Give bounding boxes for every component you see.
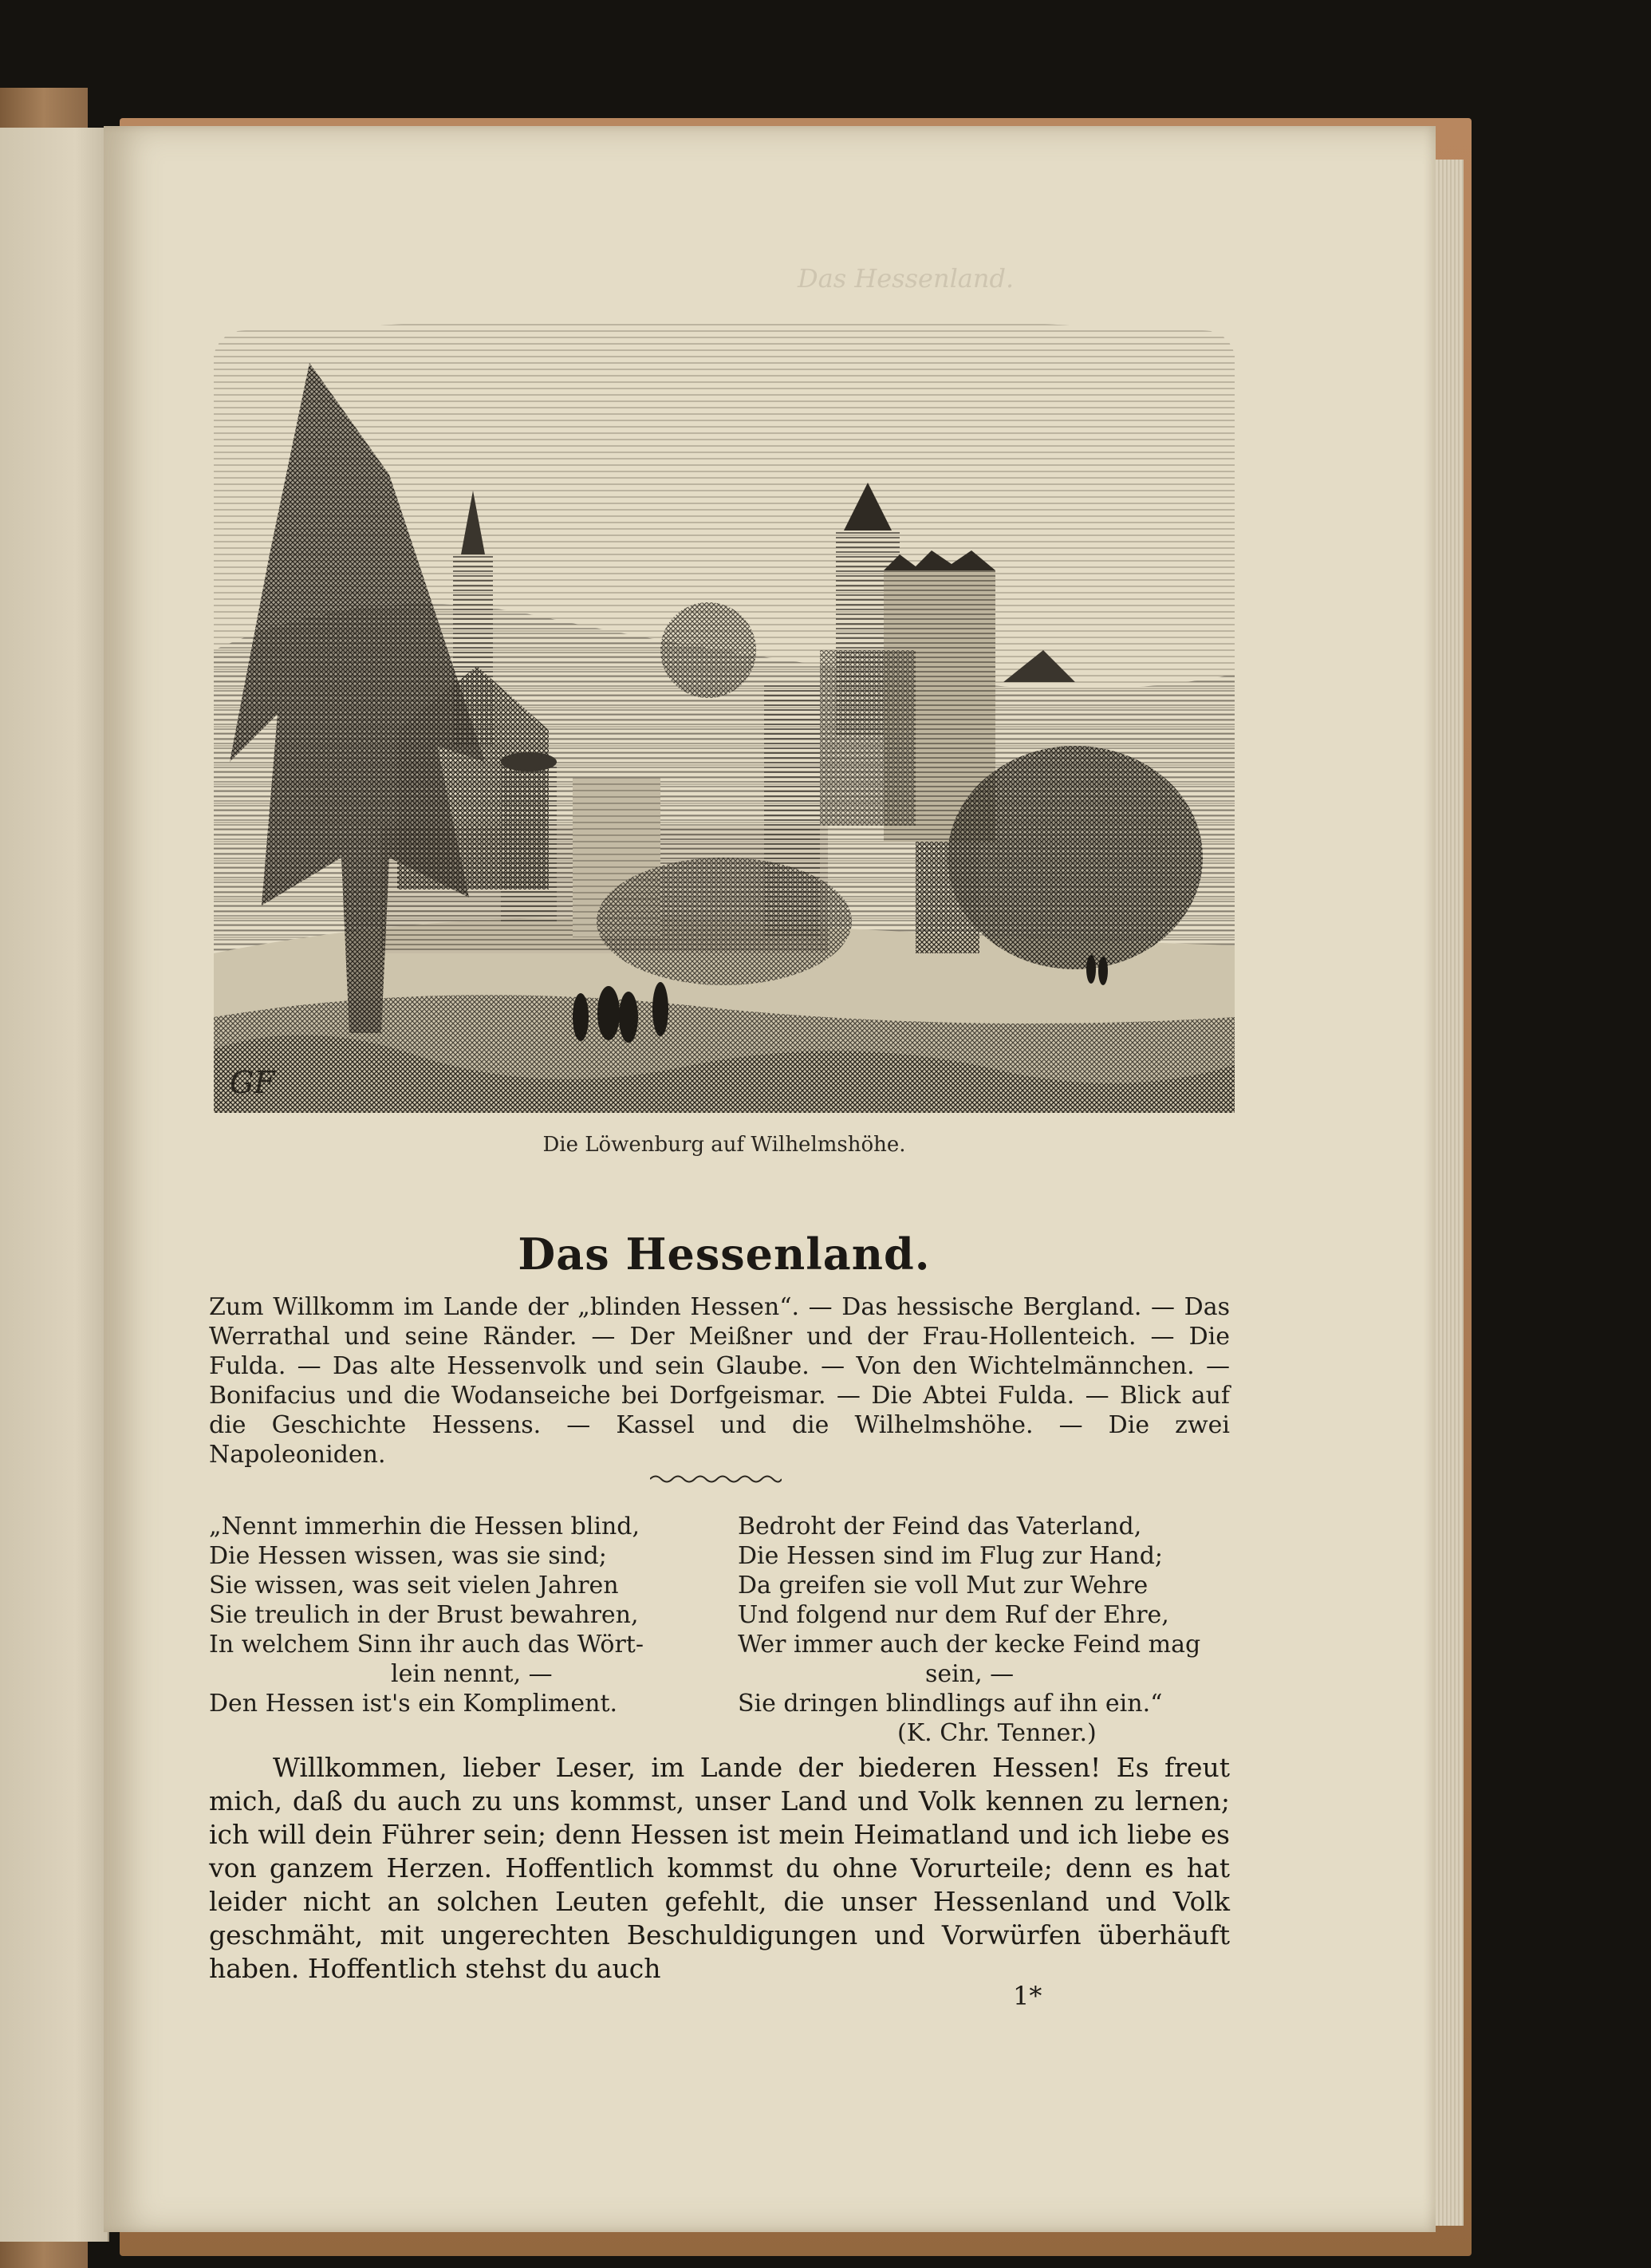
engraver-monogram: GF xyxy=(230,1065,275,1100)
left-page-edge xyxy=(0,128,109,2242)
poem-line: Und folgend nur dem Ruf der Ehre, xyxy=(738,1601,1169,1629)
castle-engraving-icon xyxy=(214,315,1235,1129)
running-head-bleedthrough: Das Hessenland. xyxy=(798,263,1015,294)
poem-attribution: (K. Chr. Tenner.) xyxy=(897,1719,1097,1747)
poem-line: Die Hessen wissen, was sie sind; xyxy=(209,1542,607,1570)
poem-right-stanza xyxy=(738,1512,1228,1748)
poem-line: lein nennt, — xyxy=(391,1660,553,1688)
chapter-title: Das Hessenland. xyxy=(518,1229,931,1280)
poem-line: sein, — xyxy=(925,1660,1015,1688)
poem-left-stanza xyxy=(209,1512,695,1718)
page-stack-edges xyxy=(1432,160,1464,2226)
chapter-summary: Zum Willkomm im Lande der „blinden Hessen“. — Das hessische Bergland. — Das Werrathal und seine Ränder. — Der Meißner und der Frau-Hollenteich. — Die Fulda. — Das alte Hessenvolk und sein Glaube. — Von den Wichtelmännchen. — Bonifacius und die Wodanseiche bei Dorfgeismar. — Die Abtei Fulda. — Blick auf die Geschichte Hessens. — Kassel und die Wilhelmshöhe. — Die zwei Napoleoniden. xyxy=(209,1293,1230,1469)
poem-line: Den Hessen ist's ein Kompliment. xyxy=(209,1690,618,1718)
poem-line: Wer immer auch der kecke Feind mag xyxy=(738,1631,1201,1659)
poem-line: Sie dringen blindlings auf ihn ein.“ xyxy=(738,1690,1163,1718)
page-number: 1* xyxy=(1013,1981,1042,2011)
poem-line: Sie treulich in der Brust bewahren, xyxy=(209,1601,639,1629)
poem-line: In welchem Sinn ihr auch das Wört- xyxy=(209,1631,644,1659)
poem-line: Da greifen sie voll Mut zur Wehre xyxy=(738,1572,1149,1599)
poem-line: „Nennt immerhin die Hessen blind, xyxy=(209,1513,640,1540)
poem-line: Sie wissen, was seit vielen Jahren xyxy=(209,1572,619,1599)
poem-line: Bedroht der Feind das Vaterland, xyxy=(738,1513,1142,1540)
body-paragraph: Willkommen, lieber Leser, im Lande der biederen Hessen! Es freut mich, daß du auch zu uns kommst, unser Land und Volk kennen zu lernen; ich will dein Führer sein; denn Hessen ist mein Heimatland und ich liebe es von ganzem Herzen. Hoffentlich kommst du ohne Vorurteile; denn es hat leider nicht an solchen Leuten gefehlt, die unser Hessenland und Volk geschmäht, mit ungerechten Beschuldigungen und Vorwürfen überhäuft haben. Hoffentlich stehst du auch xyxy=(209,1752,1230,1984)
wave-divider-icon xyxy=(650,1473,782,1485)
poem-line: Die Hessen sind im Flug zur Hand; xyxy=(738,1542,1164,1570)
illustration-caption: Die Löwenburg auf Wilhelmshöhe. xyxy=(542,1133,906,1157)
body-text xyxy=(209,1751,1230,1986)
